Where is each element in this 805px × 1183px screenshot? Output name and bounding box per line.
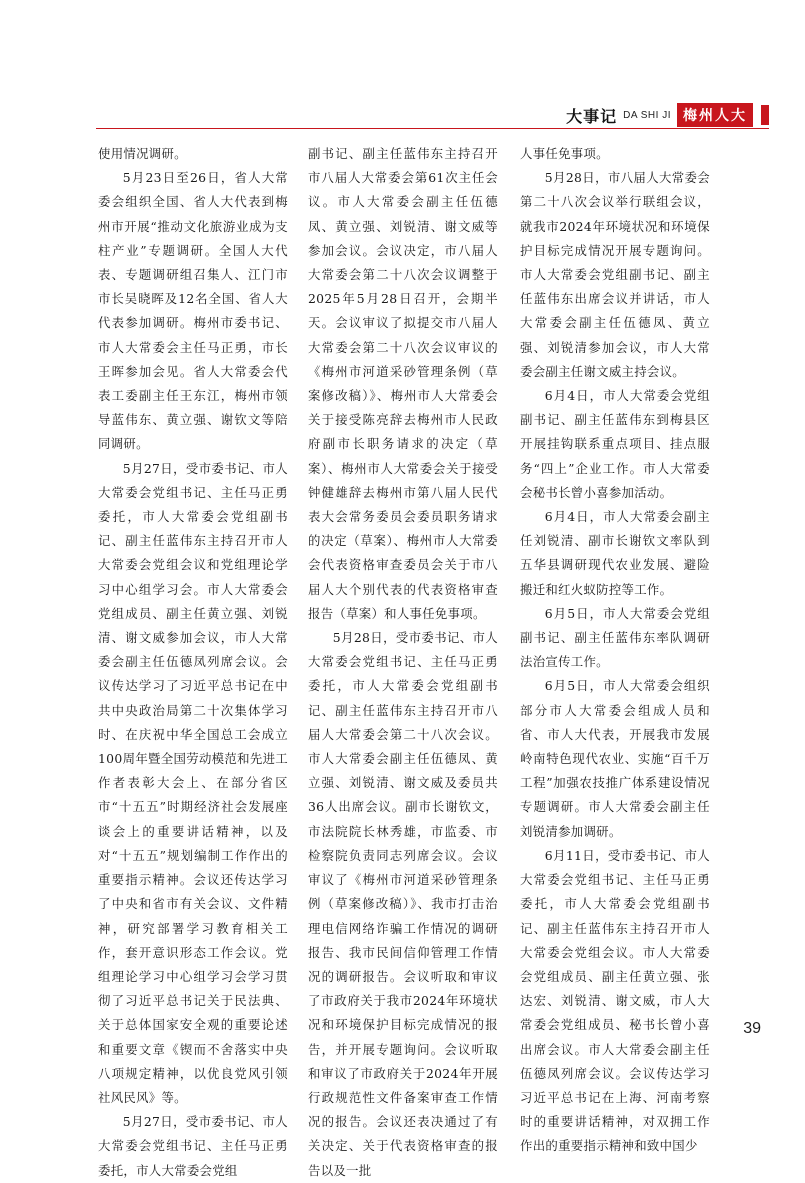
paragraph: 6月11日，受市委书记、市人大常委会党组书记、主任马正勇委托，市人大常委会党组副书记、副主任蓝伟东主持召开市人大常委会党组会议。市人大常委会党组成员、副主任黄立强、张达宏、刘锐清、谢文威，市人大常委会党组成员、秘书长曾小喜出席会议。市人大常委会副主任伍德凤列席会议。会议传达学习习近平总书记在上海、河南考察时的重要讲话精神，对双拥工作作出的重要指示精神和致中国少 xyxy=(520,847,710,1154)
paragraph: 6月4日，市人大常委会党组副书记、副主任蓝伟东到梅县区开展挂钩联系重点项目、挂点服务“四上”企业工作。市人大常委会秘书长曾小喜参加活动。 xyxy=(520,388,710,500)
page-header xyxy=(566,104,769,126)
paragraph: 6月5日，市人大常委会党组副书记、副主任蓝伟东率队调研法治宣传工作。 xyxy=(520,605,710,670)
paragraph: 5月27日，受市委书记、市人大常委会党组书记、主任马正勇委托，市人大常委会党组 xyxy=(98,1114,288,1178)
paragraph: 5月23日至26日，省人大常委会组织全国、省人大代表到梅州市开展“推动文化旅游业成为支柱产业”专题调研。全国人大代表、专题调研组召集人、江门市市长吴晓晖及12名全国、省人大代表参加调研。梅州市委书记、市人大常委会主任马正勇，市长王晖参加会见。省人大常委会代表工委副主任王东江，梅州市领导蓝伟东、黄立强、谢钦文等陪同调研。 xyxy=(98,170,288,452)
section-pinyin: DA SHI JI xyxy=(623,109,671,121)
paragraph: 5月28日，市八届人大常委会第二十八次会议举行联组会议，就我市2024年环境状况和环境保护目标完成情况开展专题询问。市人大常委会党组副书记、副主任蓝伟东出席会议并讲话，市人大常委会副主任伍德凤、黄立强、刘锐清参加会议，市人大常委会副主任谢文威主持会议。 xyxy=(520,170,710,379)
text-column-3 xyxy=(520,142,710,1159)
paragraph: 5月28日，受市委书记、市人大常委会党组书记、主任马正勇委托，市人大常委会党组副书记、副主任蓝伟东主持召开市八届人大常委会第二十八次会议。市人大常委会副主任伍德凤、黄立强、刘锐清、谢文威及委员共36人出席会议。副市长谢钦文，市法院院长林秀雄，市监委、市检察院负责同志列席会议。会议审议了《梅州市河道采砂管理条例（草案修改稿）》、我市打击治理电信网络诈骗工作情况的调研报告、我市民间信仰管理工作情况的调研报告。会议听取和审议了市政府关于我市2024年环境状况和环境保护目标完成情况的报告，并开展专题询问。会议听取和审议了市政府关于2024年开展行政规范性文件备案审查工作情况的报告。会议还表决通过了有关决定、关于代表资格审查的报告以及一批 xyxy=(308,630,498,1178)
paragraph: 使用情况调研。 xyxy=(98,146,187,161)
header-rule xyxy=(96,128,769,129)
page-number: 39 xyxy=(743,1020,761,1037)
brand-logo: 梅州人大 xyxy=(677,103,753,127)
paragraph: 6月5日，市人大常委会组织部分市人大常委会组成人员和省、市人大代表，开展我市发展岭南特色现代农业、实施“百千万工程”加强农技推广体系建设情况专题调研。市人大常委会副主任刘锐清参加调研。 xyxy=(520,678,710,839)
text-column-2 xyxy=(308,142,498,1183)
paragraph: 副书记、副主任蓝伟东主持召开市八届人大常委会第61次主任会议。市人大常委会副主任伍德凤、黄立强、刘锐清、谢文威等参加会议。会议决定，市八届人大常委会第二十八次会议调整于2025年5月28日召开，会期半天。会议审议了拟提交市八届人大常委会第二十八次会议审议的《梅州市河道采砂管理条例（草案修改稿）》、梅州市人大常委会关于接受陈亮辞去梅州市人民政府副市长职务请求的决定（草案）、梅州市人大常委会关于接受钟健雄辞去梅州市第八届人民代表大会常务委员会委员职务请求的决定（草案）、梅州市人大常委会代表资格审查委员会关于市八届人大个别代表的代表资格审查报告（草案）和人事任免事项。 xyxy=(308,146,498,621)
text-column-1 xyxy=(98,142,288,1183)
paragraph: 6月4日，市人大常委会副主任刘锐清、副市长谢钦文率队到五华县调研现代农业发展、避险搬迁和红火蚁防控等工作。 xyxy=(520,509,710,597)
section-title: 大事记 xyxy=(566,106,618,126)
paragraph: 5月27日，受市委书记、市人大常委会党组书记、主任马正勇委托，市人大常委会党组副书记、副主任蓝伟东主持召开市人大常委会党组会议和党组理论学习中心组学习会。市人大常委会党组成员、副主任黄立强、刘锐清、谢文威参加会议，市人大常委会副主任伍德凤列席会议。会议传达学习了习近平总书记在中共中央政治局第二十次集体学习时、在庆祝中华全国总工会成立100周年暨全国劳动模范和先进工作者表彰大会上、在部分省区市“十五五”时期经济社会发展座谈会上的重要讲话精神，以及对“十五五”规划编制工作作出的重要指示精神。会议还传达学习了中央和省市有关会议、文件精神，研究部署学习教育相关工作，套开意识形态工作会议。党组理论学习中心组学习会学习贯彻了习近平总书记关于民法典、关于总体国家安全观的重要论述和重要文章《锲而不舍落实中央八项规定精神，以优良党风引领社风民风》等。 xyxy=(98,460,288,1105)
header-accent-bar xyxy=(761,105,769,125)
paragraph: 人事任免事项。 xyxy=(520,146,609,161)
